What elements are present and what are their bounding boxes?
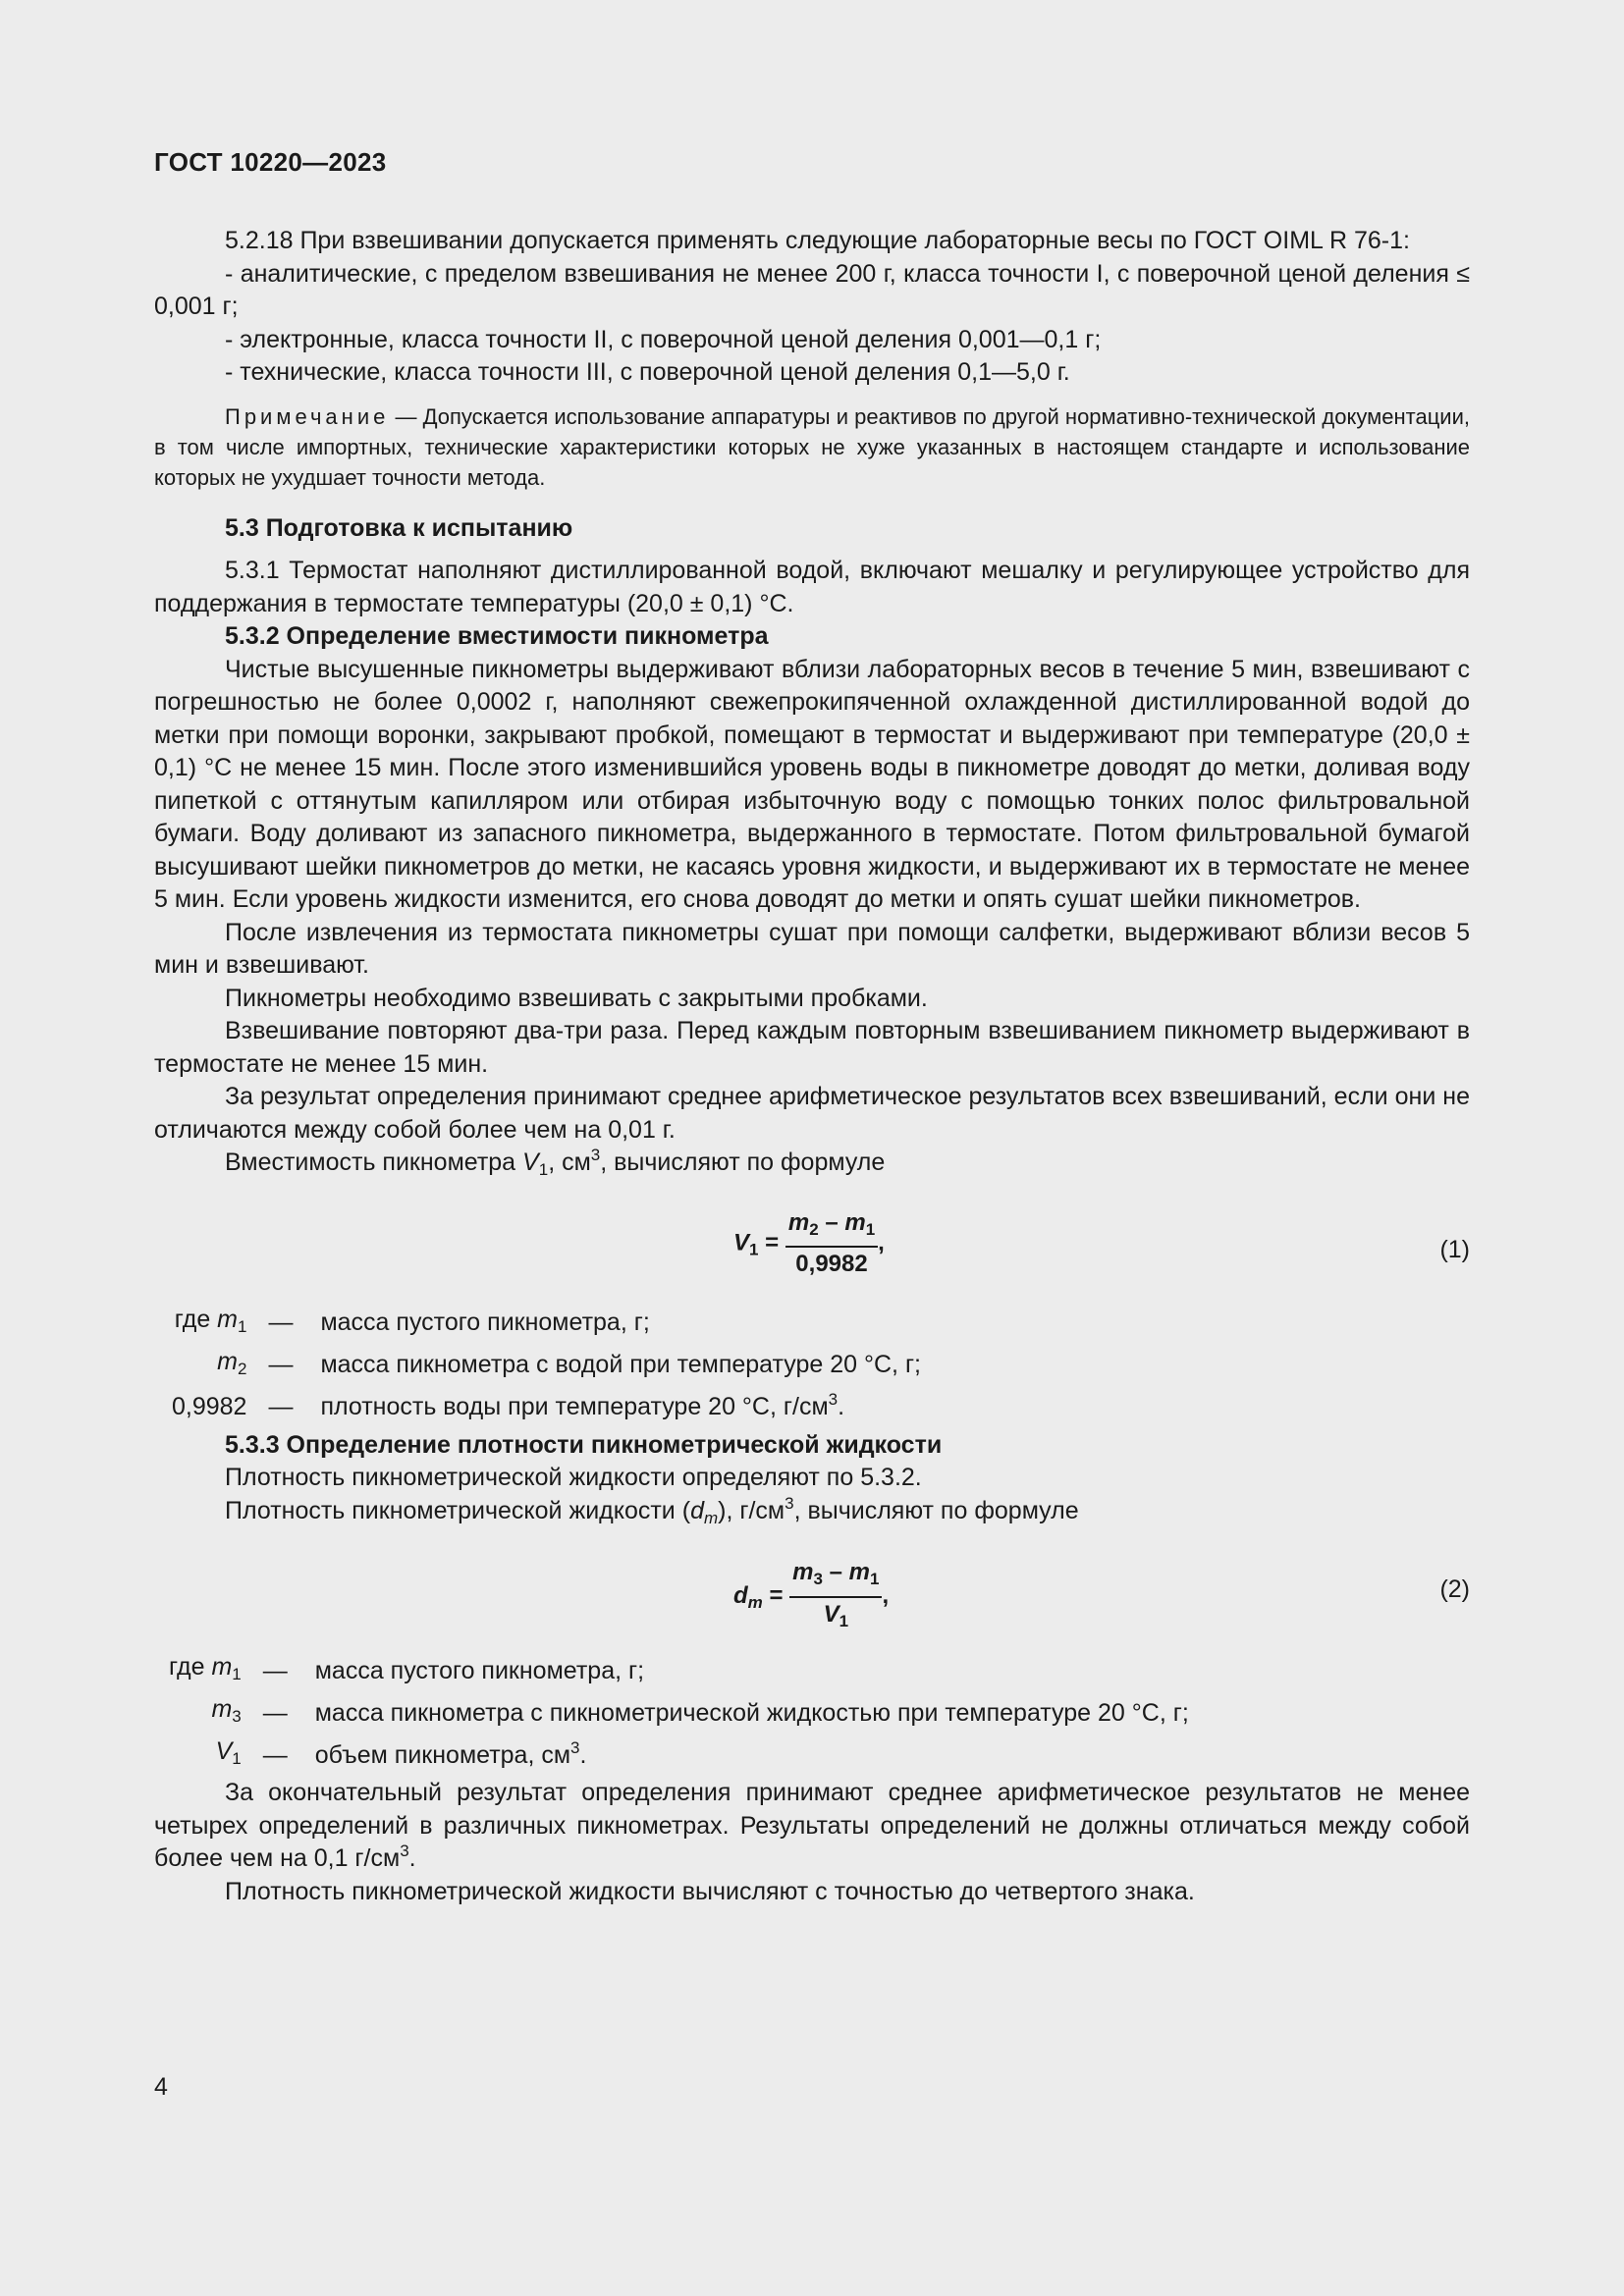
- formula-2: [154, 1534, 1470, 1650]
- legend-symbol: $m_3$: [211, 1695, 242, 1727]
- legend-formula-1: [172, 1303, 921, 1429]
- paragraph: Плотность пикнометрической жидкости вычисляют с точностью до четвертого знака.: [225, 1877, 1195, 1905]
- paragraph: После извлечения из термостата пикнометры сушат при помощи салфетки, выдерживают вблизи весов 5 мин и взвешивают.: [154, 918, 1470, 979]
- legend-symbol: $V_1$: [215, 1737, 242, 1769]
- paragraph: Пикнометры необходимо взвешивать с закрытыми пробками.: [225, 984, 928, 1012]
- formula-2-expression: $d_m$ = $\frac{m_3 - m_1}{V_1}$ ,: [733, 1556, 889, 1637]
- paragraph-5-3-1: 5.3.1 Термостат наполняют дистиллированной водой, включают мешалку и регулирующее устройство для поддержания в термостате температуры (20,0 ± 0,1) °C.: [154, 557, 1470, 617]
- note: [154, 401, 1470, 493]
- legend-row: [169, 1735, 1189, 1777]
- legend-symbol: где $m_1$: [169, 1653, 242, 1684]
- formula-1: [154, 1187, 1470, 1303]
- legend-description: масса пустого пикнометра, г;: [314, 1656, 645, 1684]
- formula-1-expression: $V_1$ = $\frac{m_2 - m_1}{0,9982}$ ,: [733, 1206, 885, 1281]
- section-5-3-heading: 5.3 Подготовка к испытанию: [225, 513, 573, 542]
- legend-description: масса пустого пикнометра, г;: [320, 1308, 650, 1337]
- legend-dash: —: [262, 1656, 288, 1684]
- list-item: - электронные, класса точности II, с поверочной ценой деления 0,001—0,1 г;: [225, 325, 1102, 353]
- legend-description: масса пикнометра с водой при температуре 20 °C, г;: [320, 1351, 922, 1379]
- paragraph-formula-intro: Вместимость пикнометра $V_1$, $см^3$, вычисляют по формуле: [225, 1146, 886, 1179]
- document-body: [154, 225, 1470, 1908]
- paragraph-formula-intro: Плотность пикнометрической жидкости $(d_m)$, $г/см^3$, вычисляют по формуле: [225, 1493, 1079, 1527]
- legend-symbol: где $m_1$: [174, 1305, 247, 1336]
- paragraph: Плотность пикнометрической жидкости определяют по 5.3.2.: [225, 1464, 922, 1491]
- formula-2-number: (2): [1439, 1575, 1470, 1603]
- legend-symbol: $m_2$: [217, 1347, 247, 1378]
- note-text: — Допускается использование аппаратуры и реактивов по другой нормативно-технической документации, в том числе импортных, технические характеристики которых не хуже указанных в настоящем стандарте и использование которых не ухудшает точности метода.: [154, 403, 1470, 490]
- note-label: Примечание: [225, 403, 390, 429]
- paragraph: Чистые высушенные пикнометры выдерживают вблизи лабораторных весов в течение 5 мин, взвешивают с погрешностью не более 0,0002 г, наполняют свежепрокипяченной охлажденной дистиллированной водой до метки при помощи воронки, закрывают пробкой, помещают в термостат и выдерживают при температуре (20,0 ± 0,1) °C не менее 15 мин. После этого изменившийся уровень воды в пикнометре доводят до метки, доливая воду пипеткой с оттянутым капилляром или отбирая избыточную воду с помощью тонких полос фильтровальной бумаги. Воду доливают из запасного пикнометра, выдержанного в термостате. Потом фильтровальной бумагой высушивают шейки пикнометров до метки, не касаясь уровня жидкости, и выдерживают их в термостате не менее 5 мин. Если уровень жидкости изменится, его снова доводят до метки и опять сушат шейки пикнометров.: [154, 655, 1470, 913]
- legend-dash: —: [268, 1308, 294, 1337]
- legend-dash: —: [262, 1740, 288, 1769]
- legend-symbol: 0,9982: [172, 1393, 247, 1421]
- list-item: - аналитические, с пределом взвешивания не менее 200 г, класса точности I, с поверочной ценой деления ≤ 0,001 г;: [154, 259, 1470, 320]
- legend-description: масса пикнометра с пикнометрической жидкостью при температуре 20 °C, г;: [314, 1698, 1189, 1727]
- legend-row: [172, 1303, 921, 1345]
- legend-row: [169, 1650, 1189, 1692]
- legend-description: плотность воды при температуре 20 °C, $г/см^3$.: [320, 1390, 845, 1421]
- legend-description: объем пикнометра, $см^3$.: [314, 1737, 587, 1769]
- document-header: ГОСТ 10220—2023: [154, 147, 387, 177]
- legend-formula-2: [169, 1650, 1189, 1777]
- section-5-3-3-heading: 5.3.3 Определение плотности пикнометрической жидкости: [225, 1430, 943, 1459]
- legend-row: [172, 1345, 921, 1387]
- section-5-3-2-heading: 5.3.2 Определение вместимости пикнометра: [225, 622, 769, 650]
- section-5-2-18-intro: 5.2.18 При взвешивании допускается применять следующие лабораторные весы по ГОСТ OIML R 76-1:: [225, 227, 1410, 254]
- legend-row: [172, 1387, 921, 1429]
- list-item: - технические, класса точности III, с поверочной ценой деления 0,1—5,0 г.: [225, 358, 1070, 386]
- legend-dash: —: [268, 1351, 294, 1379]
- paragraph: Взвешивание повторяют два-три раза. Перед каждым повторным взвешиванием пикнометр выдерживают в термостате не менее 15 мин.: [154, 1017, 1470, 1078]
- legend-row: [169, 1692, 1189, 1735]
- legend-dash: —: [268, 1393, 294, 1421]
- paragraph: За окончательный результат определения принимают среднее арифметическое результатов не менее четырех определений в различных пикнометрах. Результаты определений не должны отличаться между собой более чем на 0,1 $г/см^3$.: [154, 1779, 1470, 1872]
- paragraph: За результат определения принимают среднее арифметическое результатов всех взвешиваний, если они не отличаются между собой более чем на 0,01 г.: [154, 1083, 1470, 1144]
- formula-1-number: (1): [1439, 1235, 1470, 1263]
- legend-dash: —: [262, 1698, 288, 1727]
- page-number: 4: [154, 2073, 168, 2101]
